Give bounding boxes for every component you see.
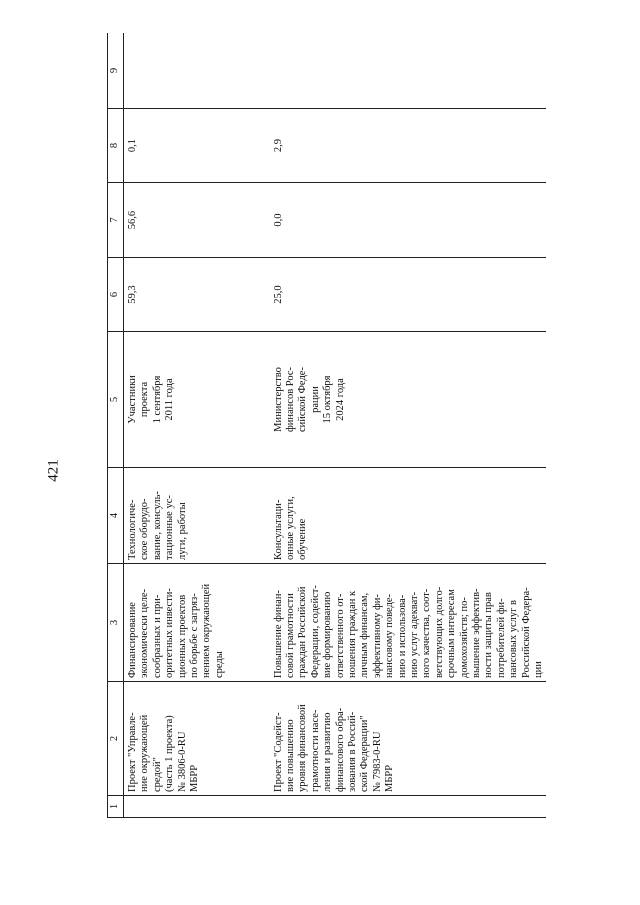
cell-project-goal: Финансирование экономически целе- сообразных и при- оритетных инвести- ционных проектов по борьбе с загряз- нением окружающей среды [124,564,272,682]
cell-col-8: 0,1 [124,109,272,183]
table-row [124,33,272,818]
cell-col-1 [124,796,272,818]
table-container [107,33,637,818]
cell-col-8: 2,9 [272,109,547,183]
cell-col-1 [272,796,547,818]
cell-col-7: 56,6 [124,183,272,258]
cell-col-9 [124,33,272,109]
header-col-1: 1 [108,796,124,818]
table-row [272,33,547,818]
header-col-8: 8 [108,109,124,183]
data-table [107,33,546,818]
page-number: 421 [45,459,62,482]
header-col-5: 5 [108,332,124,468]
cell-col-7: 0,0 [272,183,547,258]
cell-procurement-type: Консультаци- онные услуги, обучение [272,468,547,564]
cell-project-goal: Повышение финан- совой грамотности граждан Российской Федерации, содейст- вие формированию ответственного от- ношения граждан к личным финансам, эффективному фи- нансовому поведе- нию и использова- нию услуг адекват- ного качества, соот- ветствующих долго- срочным интересам домохозяйств; по- вышение эффектив- ности защиты прав потребителей фи- нансовых услуг в Российской Федера- ции [272,564,547,682]
cell-col-6: 59,3 [124,258,272,332]
cell-col-6: 25,0 [272,258,547,332]
header-col-9: 9 [108,33,124,109]
cell-procurement-type: Технологиче- ское оборудо- вание, консуль- тационные ус- луги, работы [124,468,272,564]
cell-project-name: Проект "Управле- ние окружающей средой" (часть 1 проекта) № 3806-0-RU МБРР [124,682,272,796]
cell-executor-date: Участники проекта 1 сентября 2011 года [124,332,272,468]
cell-executor-date: Министерство финансов Рос- сийской Феде- рации 15 октября 2024 года [272,332,547,468]
cell-project-name: Проект "Содейст- вие повышению уровня финансовой грамотности насе- ления и развитию финансового обра- зования в Россий- ской Федерации" № 7983-0-RU МБРР [272,682,547,796]
rotated-table-frame [107,33,637,818]
header-col-7: 7 [108,183,124,258]
header-col-4: 4 [108,468,124,564]
cell-col-9 [272,33,547,109]
header-col-2: 2 [108,682,124,796]
table-header-row [108,33,124,818]
header-col-3: 3 [108,564,124,682]
header-col-6: 6 [108,258,124,332]
